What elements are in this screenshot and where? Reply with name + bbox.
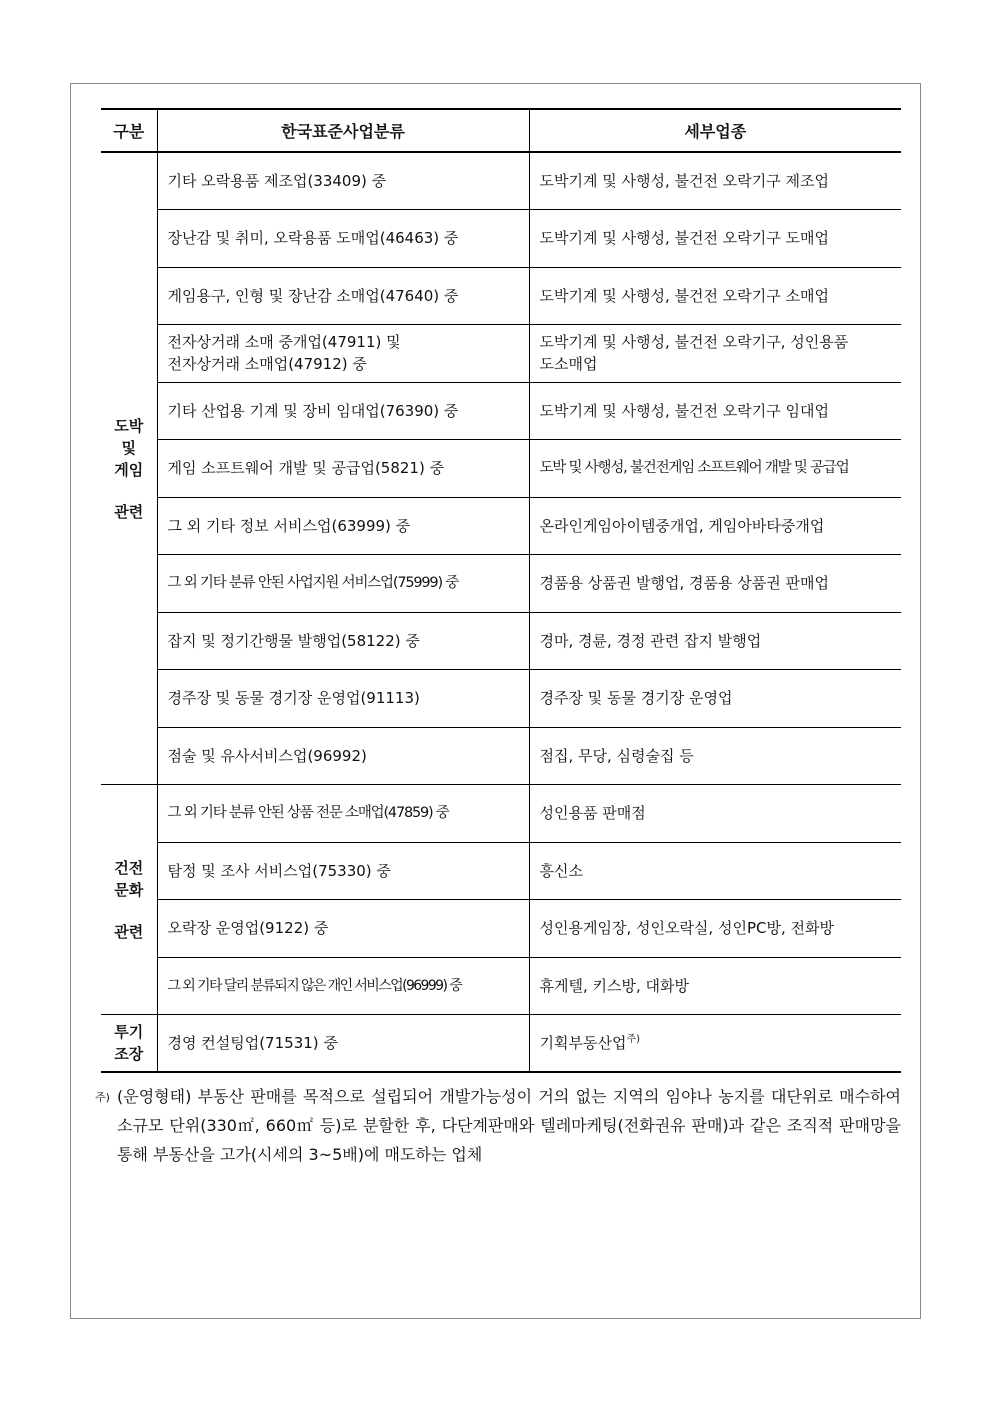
detail-cell: 경품용 상품권 발행업, 경품용 상품권 판매업	[529, 555, 901, 613]
detail-cell: 성인용품 판매점	[529, 785, 901, 843]
table-row	[101, 210, 901, 268]
detail-cell: 도박기계 및 사행성, 불건전 오락기구 소매업	[529, 267, 901, 325]
standard-cell: 경주장 및 동물 경기장 운영업(91113)	[157, 670, 529, 728]
detail-line: 도박기계 및 사행성, 불건전 오락기구, 성인용품	[539, 333, 849, 352]
detail-cell: 온라인게임아이템중개업, 게임아바타중개업	[529, 497, 901, 555]
group-label-gambling	[101, 152, 157, 785]
header-detail-industry: 세부업종	[529, 109, 901, 152]
detail-cell: 도박기계 및 사행성, 불건전 오락기구 도매업	[529, 210, 901, 268]
table-row	[101, 957, 901, 1015]
detail-cell: 휴게텔, 키스방, 대화방	[529, 957, 901, 1015]
standard-cell: 그 외 기타 분류 안된 상품 전문 소매업(47859) 중	[157, 785, 529, 843]
group-label-line: 문화	[114, 880, 144, 899]
table-row	[101, 497, 901, 555]
detail-cell: 경주장 및 동물 경기장 운영업	[529, 670, 901, 728]
table-row	[101, 325, 901, 383]
header-category: 구분	[101, 109, 157, 152]
detail-cell: 점집, 무당, 심령술집 등	[529, 727, 901, 785]
footnote-text: (운영형태) 부동산 판매를 목적으로 설립되어 개발가능성이 거의 없는 지역의 임야나 농지를 대단위로 매수하여 소규모 단위(330㎡, 660㎡ 등)로 분할한 후, 다단계판매와 텔레마케팅(전화권유 판매)과 같은 조직적 판매망을 통해 부동산을 고가(시세의 3~5배)에 매도하는 업체	[117, 1087, 901, 1164]
group-label-speculation	[101, 1015, 157, 1073]
group-label-gap	[101, 481, 157, 501]
standard-cell: 그 외 기타 분류 안된 사업지원 서비스업(75999) 중	[157, 555, 529, 613]
group-label-line: 게임	[114, 460, 144, 479]
detail-cell	[529, 325, 901, 383]
standard-cell: 오락장 운영업(9122) 중	[157, 900, 529, 958]
standard-cell	[157, 325, 529, 383]
standard-cell: 기타 오락용품 제조업(33409) 중	[157, 152, 529, 210]
group-label-line: 관련	[114, 502, 144, 521]
standard-cell: 경영 컨설팅업(71531) 중	[157, 1015, 529, 1073]
business-classification-table	[101, 108, 901, 1073]
detail-cell: 도박기계 및 사행성, 불건전 오락기구 제조업	[529, 152, 901, 210]
table-row	[101, 842, 901, 900]
standard-cell: 그 외 기타 달리 분류되지 않은 개인 서비스업(96999) 중	[157, 957, 529, 1015]
group-label-line: 관련	[114, 922, 144, 941]
group-label-line: 건전	[114, 858, 144, 877]
standard-cell: 기타 산업용 기계 및 장비 임대업(76390) 중	[157, 382, 529, 440]
footnote-reference: 주)	[626, 1034, 641, 1045]
standard-cell: 게임 소프트웨어 개발 및 공급업(5821) 중	[157, 440, 529, 498]
group-label-line: 조장	[114, 1045, 144, 1063]
table-row	[101, 785, 901, 843]
table-row	[101, 900, 901, 958]
footnote	[95, 1082, 901, 1169]
detail-cell: 흥신소	[529, 842, 901, 900]
standard-cell: 잡지 및 정기간행물 발행업(58122) 중	[157, 612, 529, 670]
group-label-gap	[101, 901, 157, 921]
table-row	[101, 267, 901, 325]
group-label-line: 및	[121, 438, 136, 457]
standard-line: 전자상거래 소매 중개업(47911) 및	[167, 333, 401, 352]
table-row	[101, 1015, 901, 1073]
detail-cell: 도박기계 및 사행성, 불건전 오락기구 임대업	[529, 382, 901, 440]
header-standard-classification: 한국표준사업분류	[157, 109, 529, 152]
standard-cell: 장난감 및 취미, 오락용품 도매업(46463) 중	[157, 210, 529, 268]
standard-cell: 게임용구, 인형 및 장난감 소매업(47640) 중	[157, 267, 529, 325]
table-row	[101, 727, 901, 785]
table-row	[101, 382, 901, 440]
table-row	[101, 555, 901, 613]
detail-cell	[529, 1015, 901, 1073]
group-label-line: 투기	[114, 1023, 144, 1041]
standard-cell: 점술 및 유사서비스업(96992)	[157, 727, 529, 785]
table-row	[101, 612, 901, 670]
table-header-row	[101, 109, 901, 152]
detail-cell: 도박 및 사행성, 불건전게임 소프트웨어 개발 및 공급업	[529, 440, 901, 498]
standard-line: 전자상거래 소매업(47912) 중	[167, 355, 367, 374]
group-label-line: 도박	[114, 416, 144, 435]
standard-cell: 탐정 및 조사 서비스업(75330) 중	[157, 842, 529, 900]
table-row	[101, 440, 901, 498]
table-row	[101, 152, 901, 210]
detail-cell: 성인용게임장, 성인오락실, 성인PC방, 전화방	[529, 900, 901, 958]
detail-line: 도소매업	[539, 355, 598, 374]
group-label-culture	[101, 785, 157, 1015]
table-row	[101, 670, 901, 728]
standard-cell: 그 외 기타 정보 서비스업(63999) 중	[157, 497, 529, 555]
detail-cell: 경마, 경륜, 경정 관련 잡지 발행업	[529, 612, 901, 670]
footnote-mark: 주)	[95, 1091, 110, 1104]
detail-text: 기획부동산업	[539, 1034, 627, 1052]
